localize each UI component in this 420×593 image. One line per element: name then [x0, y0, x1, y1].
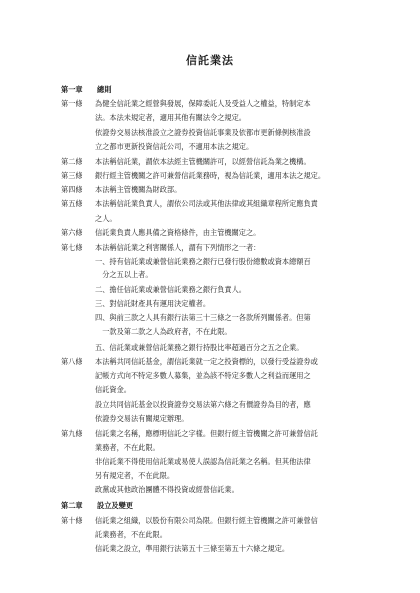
article-text: 非信託業不得使用信託業或易使人誤認為信託業之名稱。但其他法律 — [95, 457, 311, 466]
article-text: 五、信託業或兼營信託業務之銀行持股比率超過百分之五之企業。 — [95, 343, 304, 352]
article-number: 第二條 — [61, 157, 83, 166]
article-text: 三、對信託財產具有運用決定權者。 — [95, 299, 211, 308]
article-text: 業務者，不在此限。 — [95, 443, 160, 452]
chapter-number: 第二章 — [61, 501, 83, 510]
article-text: 本法稱信託業，謂依本法經主管機關許可，以經營信託為業之機構。 — [95, 157, 311, 166]
article-text: 信託業之設立，準用銀行法第五十三條至第五十六條之規定。 — [95, 544, 290, 553]
article-text: 本法稱信託業之利害關係人，謂有下列情形之一者： — [95, 243, 261, 252]
article-text: 本法稱信託業負責人，謂依公司法或其他法律或其組織章程所定應負責 — [95, 199, 318, 208]
article-text: 依證券交易法有關規定辦理。 — [95, 414, 189, 423]
article-text: 之人。 — [95, 214, 117, 223]
chapter-title: 總則 — [97, 85, 112, 94]
article-text: 為健全信託業之經營與發展，保障委託人及受益人之權益，特制定本 — [95, 99, 311, 108]
article-text: 設立共同信託基金以投資證券交易法第六條之有價證券為目的者，應 — [95, 400, 311, 409]
chapter-number: 第一章 — [61, 85, 83, 94]
chapter-title: 設立及變更 — [97, 501, 133, 510]
article-number: 第一條 — [61, 99, 83, 108]
article-text: 二、擔任信託業或兼營信託業務之銀行負責人。 — [95, 285, 246, 294]
article-text: 一款及第二款之人為政府者，不在此限。 — [95, 327, 232, 336]
article-number: 第四條 — [61, 185, 83, 194]
article-text: 本法稱主管機關為財政部。 — [95, 185, 182, 194]
article-text: 立之都市更新投資信託公司，不適用本法之規定。 — [95, 142, 254, 151]
article-text: 另有規定者，不在此限。 — [95, 471, 175, 480]
article-number: 第十條 — [61, 516, 83, 525]
article-text: 分之五以上者。 — [95, 270, 153, 279]
article-number: 第七條 — [61, 243, 83, 252]
article-text: 四、與前三款之人具有銀行法第三十三條之一各款所列關係者。但第 — [95, 313, 311, 322]
article-text: 信託業之名稱，應標明信託之字樣。但銀行經主管機關之許可兼營信託 — [95, 429, 318, 438]
article-text: 記帳方式向不特定多數人募集，並為該不特定多數人之利益而運用之 — [95, 371, 311, 380]
article-number: 第九條 — [61, 429, 83, 438]
article-text: 信託資金。 — [95, 385, 131, 394]
article-text: 信託業負責人應具備之資格條件，由主管機關定之。 — [95, 228, 261, 237]
article-text: 銀行經主管機關之許可兼營信託業務時，視為信託業，適用本法之規定。 — [95, 171, 326, 180]
article-text: 一、持有信託業或兼營信託業務之銀行已發行股份總數或資本總額百 — [95, 257, 311, 266]
article-text: 本法稱共同信託基金，謂信託業就一定之投資標的，以發行受益證券或 — [95, 357, 318, 366]
article-text: 依證券交易法核准設立之證券投資信託事業及依都市更新條例核准設 — [95, 128, 311, 137]
article-text: 託業務者，不在此限。 — [95, 530, 167, 539]
article-number: 第六條 — [61, 228, 83, 237]
article-text: 信託業之組織，以股份有限公司為限。但銀行經主管機關之許可兼營信 — [95, 516, 318, 525]
article-number: 第五條 — [61, 199, 83, 208]
document-title: 信託業法 — [186, 54, 234, 67]
article-text: 法。本法未規定者，適用其他有關法令之規定。 — [95, 113, 246, 122]
article-number: 第三條 — [61, 171, 83, 180]
article-text: 政黨或其他政治團體不得投資或經營信託業。 — [95, 485, 239, 494]
article-number: 第八條 — [61, 357, 83, 366]
